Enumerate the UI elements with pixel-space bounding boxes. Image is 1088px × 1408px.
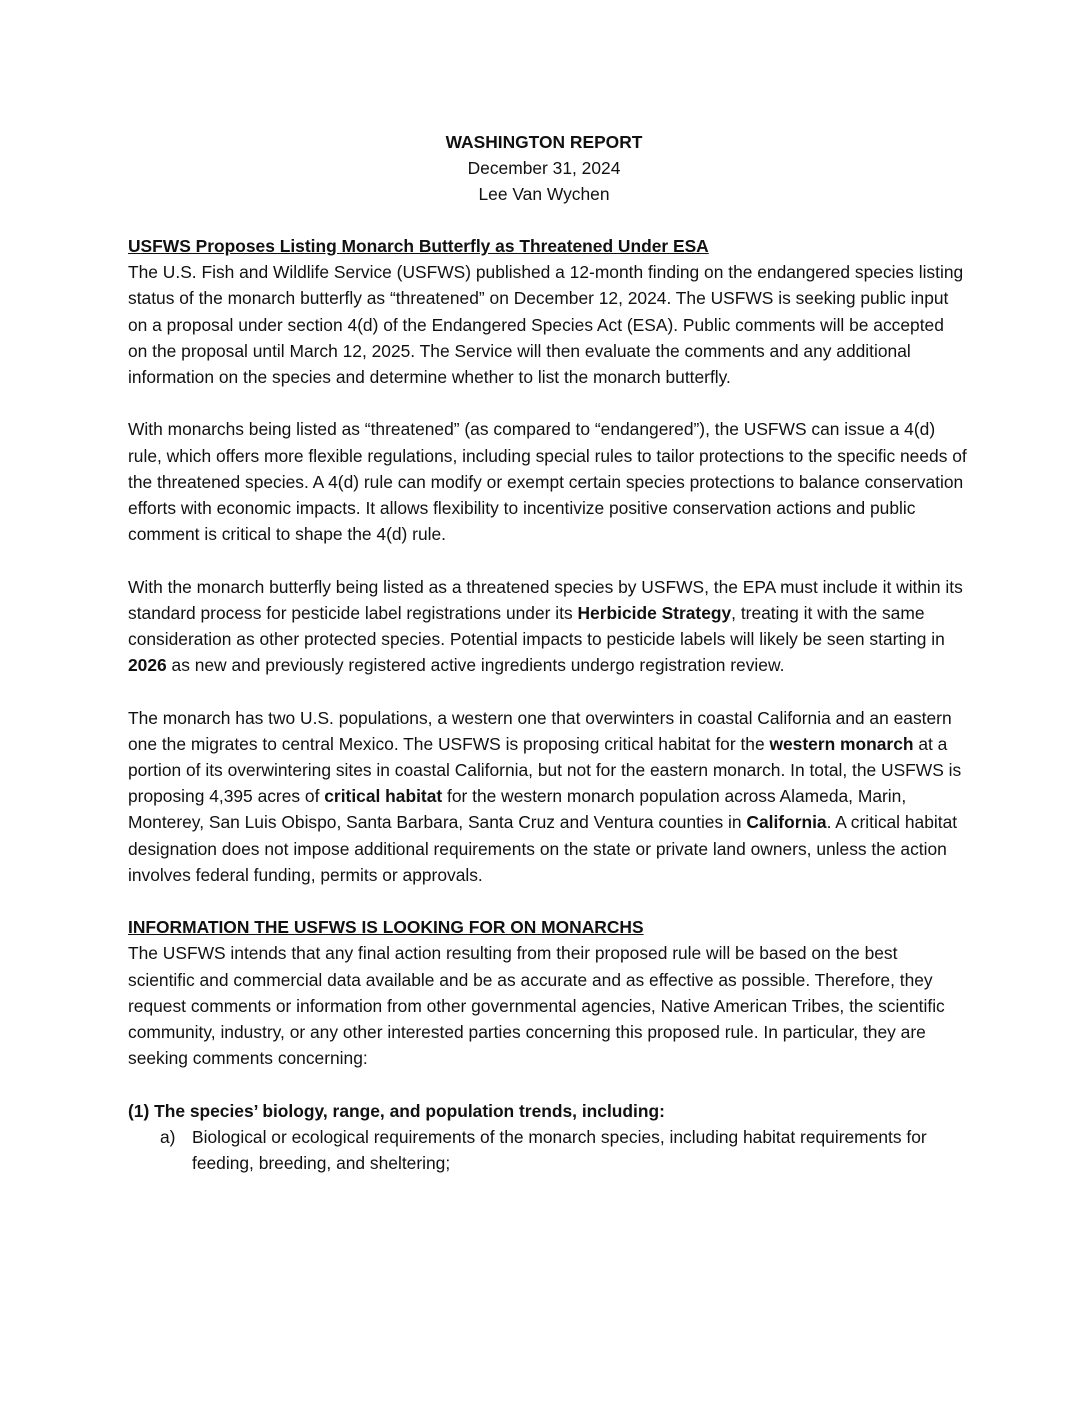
paragraph-listing-finding: The U.S. Fish and Wildlife Service (USFWS) published a 12-month finding on the endangered species listing status of the monarch butterfly as “threatened” on December 12, 2024. The USFWS is seeking public input on a proposal under section 4(d) of the Endangered Species Act (ESA). Public comments will be accepted on the proposal until March 12, 2025. The Service will then evaluate the comments and any additional information on the species and determine whether to list the monarch butterfly. xyxy=(128,262,964,388)
text-run: The monarch has two U.S. populations, a western one that overwinters in coastal California and an eastern one the migrates to central Mexico. The USFWS is proposing critical habitat for the xyxy=(128,707,952,754)
section-heading-information-requested: INFORMATION THE USFWS IS LOOKING FOR ON MONARCHS xyxy=(128,917,644,938)
paragraph-epa-herbicide-strategy xyxy=(128,574,968,679)
text-run: as new and previously registered active ingredients undergo registration review. xyxy=(166,655,785,676)
bold-california: California xyxy=(746,812,827,833)
paragraph-critical-habitat xyxy=(128,705,968,888)
list-item xyxy=(128,1124,968,1176)
section-heading-monarch-listing: USFWS Proposes Listing Monarch Butterfly as Threatened Under ESA xyxy=(128,236,709,256)
bold-year-2026: 2026 xyxy=(128,655,167,676)
text-run: at a portion of its overwintering sites in coastal California, but not for the eastern monarch. In total, the USFWS is proposing 4,395 acres of xyxy=(128,733,962,807)
list-marker: a) xyxy=(160,1126,176,1147)
report-title: WASHINGTON REPORT xyxy=(445,132,643,152)
bold-western-monarch: western monarch xyxy=(769,733,914,754)
report-date: December 31, 2024 xyxy=(467,158,621,179)
text-run: With the monarch butterfly being listed as a threatened species by USFWS, the EPA must include it within its standard process for pesticide label registrations under its xyxy=(128,576,963,623)
bold-herbicide-strategy: Herbicide Strategy xyxy=(577,602,732,623)
bold-critical-habitat: critical habitat xyxy=(324,786,443,807)
report-header xyxy=(0,129,1088,208)
report-body xyxy=(128,233,968,1176)
report-author: Lee Van Wychen xyxy=(478,184,610,205)
subheading-species-biology: (1) The species’ biology, range, and population trends, including: xyxy=(128,1100,665,1121)
text-run: . A critical habitat designation does not impose additional requirements on the state or private land owners, unless the action involves federal funding, permits or approvals. xyxy=(128,812,958,885)
paragraph-4d-rule: With monarchs being listed as “threatened” (as compared to “endangered”), the USFWS can issue a 4(d) rule, which offers more flexible regulations, including special rules to tailor protections to the specific needs of the threatened species. A 4(d) rule can modify or exempt certain species protections to balance conservation efforts with economic impacts. It allows flexibility to incentivize positive conservation actions and public comment is critical to shape the 4(d) rule. xyxy=(128,419,967,545)
text-run: for the western monarch population across Alameda, Marin, Monterey, San Luis Obispo, Santa Barbara, Santa Cruz and Ventura counties in xyxy=(128,786,907,833)
paragraph-comment-request: The USFWS intends that any final action resulting from their proposed rule will be based on the best scientific and commercial data available and be as accurate and as effective as possible. Therefore, they request comments or information from other governmental agencies, Native American Tribes, the scientific community, industry, or any other interested parties concerning this proposed rule. In particular, they are seeking comments concerning: xyxy=(128,943,945,1069)
text-run: , treating it with the same consideration as other protected species. Potential impacts to pesticide labels will likely be seen starting in xyxy=(128,602,945,650)
list-item-text: Biological or ecological requirements of the monarch species, including habitat requirements for feeding, breeding, and sheltering; xyxy=(192,1126,927,1174)
